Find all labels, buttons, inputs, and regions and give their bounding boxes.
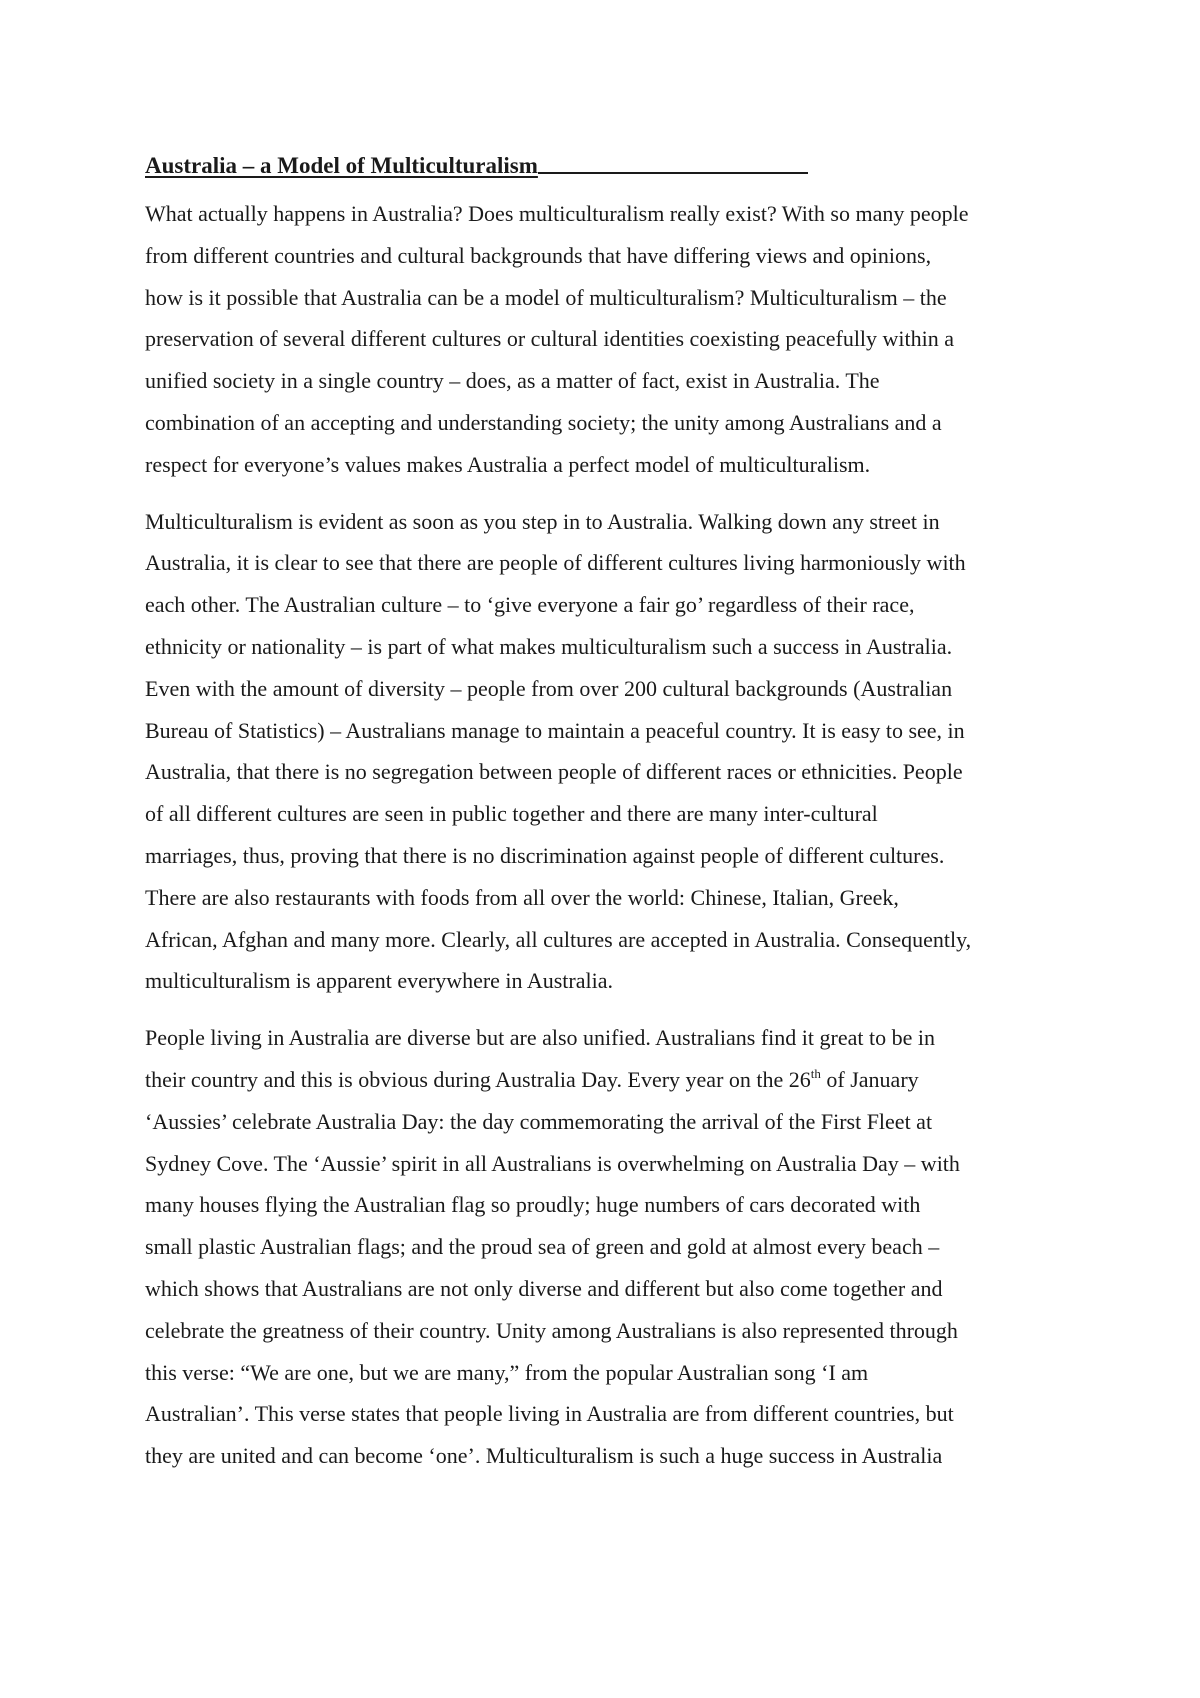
document-body <box>145 193 1070 1477</box>
text-line: African, Afghan and many more. Clearly, all cultures are accepted in Australia. Consequently, <box>145 926 972 952</box>
text-line: combination of an accepting and understanding society; the unity among Australians and a <box>145 409 942 435</box>
ordinal-superscript: th <box>810 1065 821 1081</box>
text-line: many houses flying the Australian flag so proudly; huge numbers of cars decorated with <box>145 1192 921 1218</box>
paragraph <box>145 193 1070 486</box>
text-line: how is it possible that Australia can be a model of multiculturalism? Multiculturalism – the <box>145 284 947 310</box>
document-title: Australia – a Model of Multiculturalism <box>145 153 538 178</box>
text-line: marriages, thus, proving that there is no discrimination against people of different cultures. <box>145 842 945 868</box>
text-line: Bureau of Statistics) – Australians manage to maintain a peaceful country. It is easy to see, in <box>145 717 965 743</box>
text-line: respect for everyone’s values makes Australia a perfect model of multiculturalism. <box>145 451 871 477</box>
text-line: ‘Aussies’ celebrate Australia Day: the day commemorating the arrival of the First Fleet at <box>145 1108 933 1134</box>
text-line: Australia, it is clear to see that there are people of different cultures living harmoniously with <box>145 550 966 576</box>
text-segment: of January <box>820 1066 919 1092</box>
text-line: Even with the amount of diversity – people from over 200 cultural backgrounds (Australian <box>145 675 953 701</box>
document-page <box>145 143 1070 1492</box>
text-line: which shows that Australians are not only diverse and different but also come together and <box>145 1275 943 1301</box>
text-line: unified society in a single country – does, as a matter of fact, exist in Australia. The <box>145 368 880 394</box>
text-line: Australian’. This verse states that people living in Australia are from different countries, but <box>145 1401 954 1427</box>
text-line: Sydney Cove. The ‘Aussie’ spirit in all Australians is overwhelming on Australia Day – with <box>145 1150 960 1176</box>
text-line: ethnicity or nationality – is part of what makes multiculturalism such a success in Australia. <box>145 633 953 659</box>
text-line: small plastic Australian flags; and the proud sea of green and gold at almost every beach – <box>145 1234 940 1260</box>
text-line: this verse: “We are one, but we are many,” from the popular Australian song ‘I am <box>145 1359 869 1385</box>
text-line: Multiculturalism is evident as soon as you step in to Australia. Walking down any street in <box>145 508 940 534</box>
text-line: celebrate the greatness of their country. Unity among Australians is also represented through <box>145 1317 958 1343</box>
text-line: they are united and can become ‘one’. Multiculturalism is such a huge success in Australia <box>145 1443 943 1469</box>
text-line: preservation of several different cultures or cultural identities coexisting peacefully within a <box>145 326 955 352</box>
text-line: each other. The Australian culture – to ‘give everyone a fair go’ regardless of their race, <box>145 592 915 618</box>
text-segment: their country and this is obvious during Australia Day. Every year on the 26 <box>145 1066 811 1092</box>
text-line: multiculturalism is apparent everywhere in Australia. <box>145 968 613 994</box>
text-line: of all different cultures are seen in public together and there are many inter-cultural <box>145 801 878 827</box>
paragraph <box>145 501 1070 1003</box>
document-title-row <box>145 143 1070 179</box>
title-underline-rule <box>538 172 808 174</box>
text-line: There are also restaurants with foods from all over the world: Chinese, Italian, Greek, <box>145 884 899 910</box>
text-line <box>145 1059 1070 1101</box>
text-line: What actually happens in Australia? Does multiculturalism really exist? With so many people <box>145 201 969 226</box>
text-line: People living in Australia are diverse but are also unified. Australians find it great to be in <box>145 1025 935 1051</box>
paragraph <box>145 1017 1070 1477</box>
text-line: Australia, that there is no segregation between people of different races or ethnicities. People <box>145 759 963 785</box>
text-line: from different countries and cultural backgrounds that have differing views and opinions, <box>145 242 932 268</box>
